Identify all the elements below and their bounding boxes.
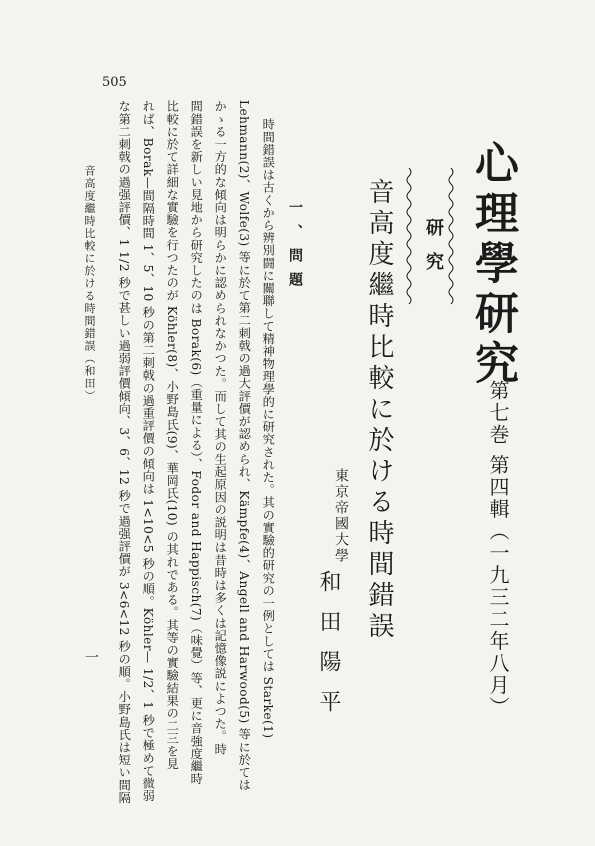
author-name: 和田陽平 (316, 570, 341, 730)
body-line: 間錯誤を新しい見地から研究したのは Borak(6)（重量による）、Fodor and Happisch(7)（味覺）等、更に音強度繼時 (189, 100, 204, 785)
body-line: 時間錯誤は古くから辨別闘に關聯して精神物理學的に研究された。其の實驗的研究の一例としては Starke(1) (261, 118, 276, 739)
wavy-rule-right (446, 168, 456, 308)
journal-title: 心理學研究 (467, 140, 518, 390)
wavy-rule-left (404, 168, 414, 308)
author-affiliation: 東京帝國大學 (333, 468, 349, 564)
volume-issue: 第七巻 第四輯（一九三二年八月） (486, 380, 510, 719)
body-line: 比較に於て詳細な實驗を行つたのが Köhler(8)、小野島氏(9)、華岡氏(10) の其れである。其等の實驗結果の二三を見 (165, 100, 180, 770)
page-marker: 一 (83, 650, 99, 666)
body-line: れば、Borak—間隔時間 1、5、10 秒の第二刺戟の過重評價の傾向は 1<10<5 秒の順。Köhler— 1/2、1 秒で極めて微弱 (141, 100, 156, 802)
page-number: 505 (102, 75, 127, 90)
body-line: かゝる一方的な傾向は明らかに認められなかつた。而して其の生起原因の説明は昔時は多くは記憶像説によつた。時 (213, 100, 228, 756)
running-title: 音高度繼時比較に於ける時間錯誤（和田） (83, 165, 96, 403)
section-label: 研究 (423, 218, 444, 286)
section-heading: 一、問題 (287, 200, 303, 296)
body-line: Lehmann(2)、Wolfe(3) 等に於て第二刺戟の過大評價が認められ、Kämpfe(4)、Angell and Harwood(5) 等に於ては (237, 100, 252, 791)
body-line: な第二刺戟の過强評價、1 1/2 秒で甚しい過弱評價傾向、3、6、12 秒で過强評價が 3<6<12 秒の順。小野島氏は短い間隔 (117, 100, 132, 804)
article-title: 音高度繼時比較に於ける時間錯誤 (364, 178, 394, 643)
